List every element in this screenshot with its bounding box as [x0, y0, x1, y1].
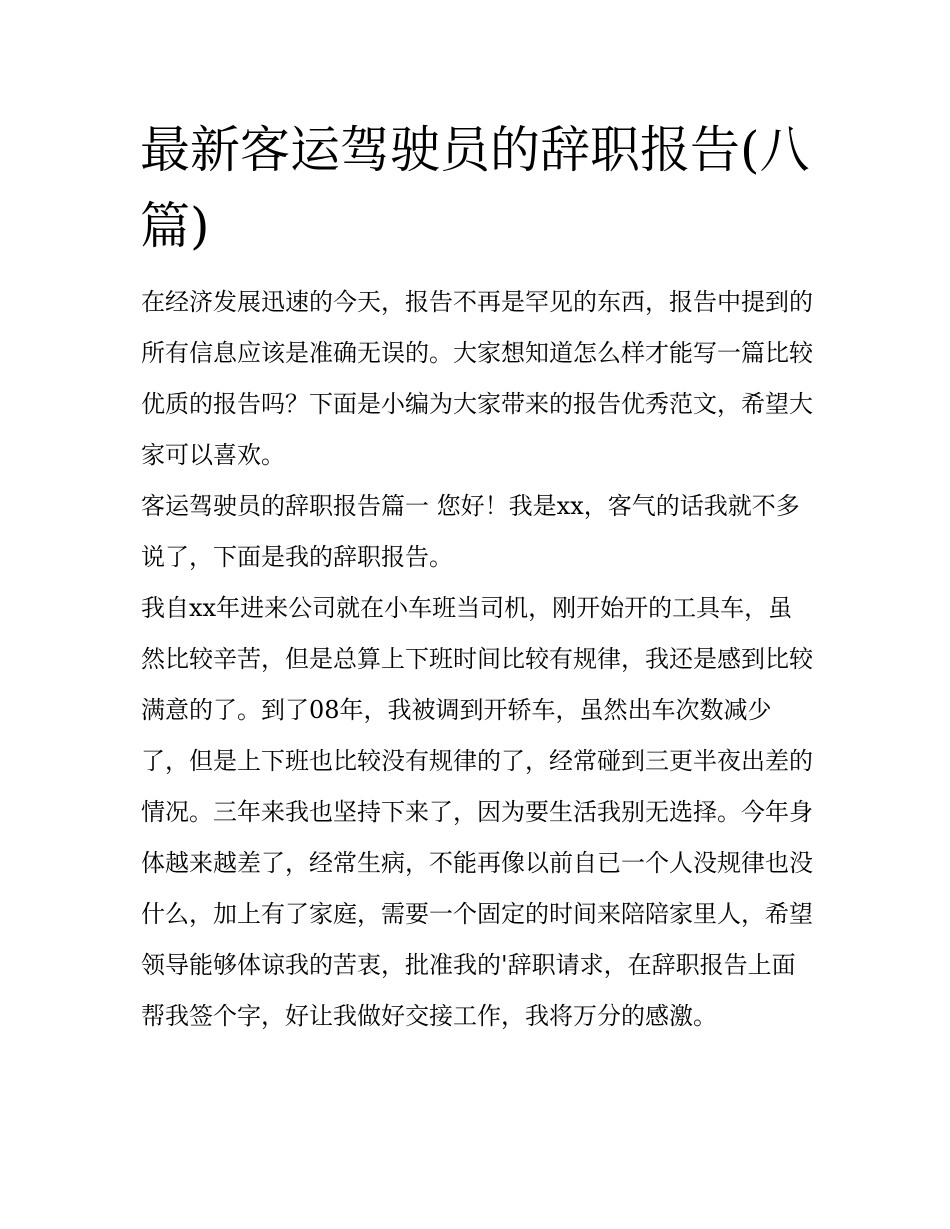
document-title: 最新客运驾驶员的辞职报告(八篇) [140, 121, 810, 255]
paragraph-intro: 在经济发展迅速的今天，报告不再是罕见的东西，报告中提到的所有信息应该是准确无误的。大家想知道怎么样才能写一篇比较优质的报告吗？下面是小编为大家带来的报告优秀范文，希望大家可以喜欢。 [141, 288, 813, 469]
paragraph-greeting: 客运驾驶员的辞职报告篇一 您好！我是xx，客气的话我就不多说了，下面是我的辞职报告。 [141, 492, 800, 571]
document-body [141, 277, 816, 1042]
paragraph-main: 我自xx年进来公司就在小车班当司机，刚开始开的工具车，虽然比较辛苦，但是总算上下班时间比较有规律，我还是感到比较满意的了。到了08年，我被调到开轿车，虽然出车次数减少了，但是上下班也比较没有规律的了，经常碰到三更半夜出差的情况。三年来我也坚持下来了，因为要生活我别无选择。今年身体越来越差了，经常生病，不能再像以前自已一个人没规律也没什么，加上有了家庭，需要一个固定的时间来陪陪家里人，希望领导能够体谅我的苦衷，批准我的'辞职请求，在辞职报告上面帮我签个字，好让我做好交接工作，我将万分的感激。 [141, 594, 813, 1030]
